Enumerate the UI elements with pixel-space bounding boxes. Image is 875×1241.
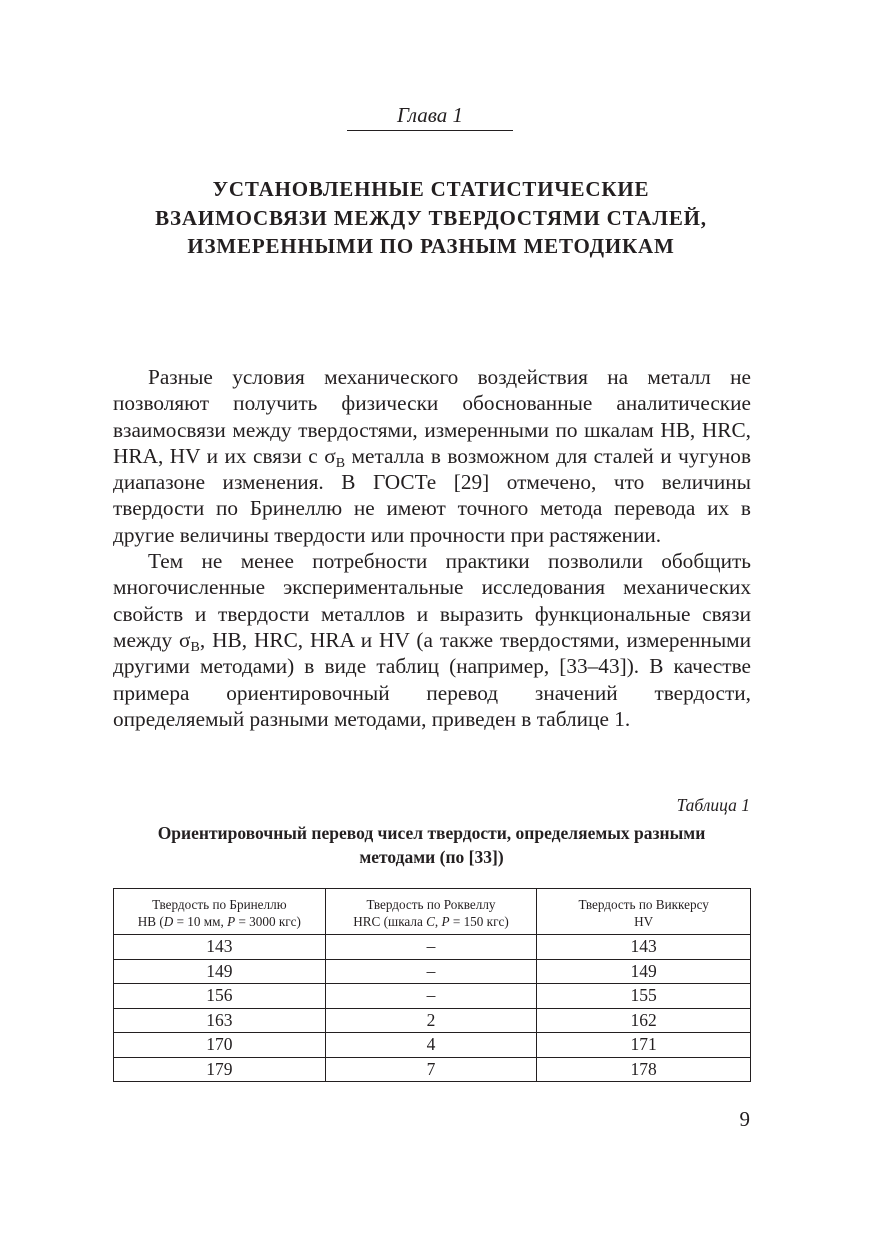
header-vickers	[537, 889, 751, 935]
header-vickers-line-1: Твердость по Виккерсу	[578, 897, 709, 912]
header-rockwell-var-p: P	[441, 914, 450, 929]
header-brinell-line-2a: НВ (	[137, 914, 164, 929]
table-row	[114, 984, 751, 1009]
header-brinell-line-2c: = 3000 кгс)	[235, 914, 301, 929]
cell-vickers: 143	[537, 935, 751, 960]
paragraph-1-part-2: металла в возможном для сталей и чугунов диапазоне изменения. В ГОСТе [29] отмечено, что величины твердости по Бринеллю не имеют точного метода перевода их в другие величины твердости или прочности при растяжении.	[113, 443, 751, 547]
cell-rockwell: –	[325, 984, 537, 1009]
sigma-subscript: В	[190, 639, 200, 655]
paragraph-1-part-1: Разные условия механического воздействия на металл не позволяют получить физически обоснованные аналитические взаимосвязи между твердостями, измеренными по шкалам НВ, HRC, HRA, HV и их связи с σ	[113, 365, 751, 468]
cell-rockwell: –	[325, 959, 537, 984]
cell-vickers: 178	[537, 1057, 751, 1082]
sigma-subscript: В	[335, 455, 346, 471]
cell-vickers: 162	[537, 1008, 751, 1033]
cell-brinell: 143	[114, 935, 326, 960]
cell-vickers: 155	[537, 984, 751, 1009]
table-row	[114, 1057, 751, 1082]
cell-brinell: 179	[114, 1057, 326, 1082]
page-number: 9	[739, 1107, 750, 1131]
header-rockwell-var-c: C	[426, 914, 435, 929]
cell-brinell: 156	[114, 984, 326, 1009]
chapter-title-line-3: ИЗМЕРЕННЫМИ ПО РАЗНЫМ МЕТОДИКАМ	[187, 234, 675, 258]
cell-rockwell: –	[325, 935, 537, 960]
header-vickers-line-2: HV	[634, 914, 654, 929]
cell-vickers: 149	[537, 959, 751, 984]
header-brinell-var-d: D	[163, 914, 174, 929]
body-text	[113, 364, 751, 732]
table-title	[113, 821, 750, 869]
cell-rockwell: 7	[325, 1057, 537, 1082]
cell-rockwell: 2	[325, 1008, 537, 1033]
header-rockwell-line-1: Твердость по Роквеллу	[366, 897, 496, 912]
table-title-line-1: Ориентировочный перевод чисел твердости, определяемых разными	[157, 823, 706, 843]
chapter-label: Глава 1	[397, 103, 463, 127]
paragraph-1	[113, 364, 751, 548]
paragraph-2-part-1: Тем не менее потребности практики позволили обобщить многочисленные экспериментальные исследования механических свойств и твердости металлов и выразить функциональные связи между σ	[113, 549, 751, 652]
header-rockwell-line-2c: = 150 кгс)	[449, 914, 509, 929]
table-row	[114, 959, 751, 984]
table-row	[114, 1033, 751, 1058]
paragraph-2-part-2: , НВ, HRC, HRA и HV (а также твердостями, измеренными другими методами) в виде таблиц (например, [33–43]). В качестве примера ориентировочный перевод значений твердости, определяемый разными методами, приведен в таблице 1.	[113, 627, 752, 731]
header-brinell	[114, 889, 326, 935]
header-rockwell-line-2b: ,	[434, 914, 442, 929]
chapter-title-line-1: УСТАНОВЛЕННЫЕ СТАТИСТИЧЕСКИЕ	[212, 177, 650, 201]
table-title-line-2: методами (по [33])	[359, 847, 504, 867]
table-header-row	[114, 889, 751, 935]
cell-vickers: 171	[537, 1033, 751, 1058]
header-brinell-var-p: P	[227, 914, 236, 929]
table-row	[114, 1008, 751, 1033]
chapter-rule	[347, 130, 513, 131]
cell-brinell: 163	[114, 1008, 326, 1033]
table-caption: Таблица 1	[676, 795, 750, 815]
cell-brinell: 170	[114, 1033, 326, 1058]
hardness-table	[113, 888, 751, 1082]
header-rockwell	[325, 889, 537, 935]
header-brinell-line-2b: = 10 мм,	[173, 914, 228, 929]
cell-brinell: 149	[114, 959, 326, 984]
cell-rockwell: 4	[325, 1033, 537, 1058]
header-brinell-line-1: Твердость по Бринеллю	[152, 897, 287, 912]
chapter-title	[112, 175, 750, 261]
table-row	[114, 935, 751, 960]
header-rockwell-line-2a: HRC (шкала	[353, 914, 427, 929]
paragraph-2	[113, 548, 751, 732]
chapter-title-line-2: ВЗАИМОСВЯЗИ МЕЖДУ ТВЕРДОСТЯМИ СТАЛЕЙ,	[155, 205, 707, 230]
